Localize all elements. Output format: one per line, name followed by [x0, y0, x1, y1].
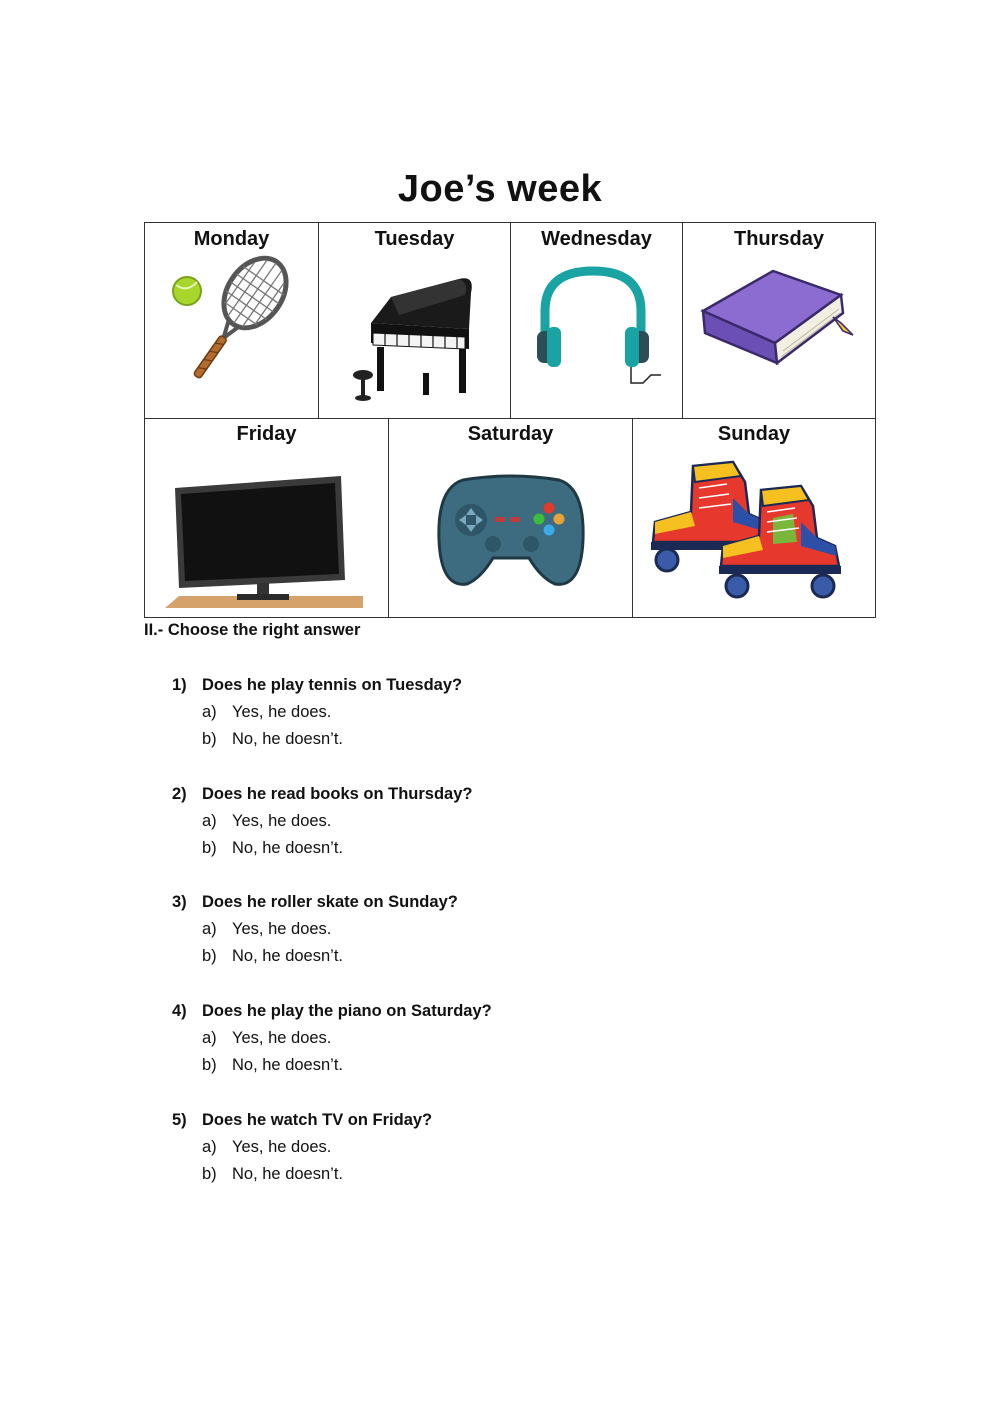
option-letter: b): [202, 839, 217, 857]
question-text: Does he play tennis on Tuesday?: [202, 676, 463, 694]
day-label: Wednesday: [541, 228, 652, 250]
tennis-racket-icon: [145, 223, 319, 418]
schedule-row-1: [145, 223, 875, 419]
option-text: Yes, he does.: [232, 812, 332, 830]
question-3: [172, 893, 458, 966]
answer-option[interactable]: [202, 812, 472, 831]
option-letter: b): [202, 1056, 217, 1074]
answer-option[interactable]: [202, 947, 458, 966]
answer-option[interactable]: [202, 730, 462, 749]
question-1: [172, 676, 462, 749]
answer-option[interactable]: [202, 1056, 492, 1075]
option-text: No, he doesn’t.: [232, 839, 343, 857]
answer-option[interactable]: [202, 703, 462, 722]
question-text: Does he play the piano on Saturday?: [202, 1002, 492, 1020]
answer-option[interactable]: [202, 920, 458, 939]
day-label: Tuesday: [374, 228, 455, 250]
answer-option[interactable]: [202, 1138, 432, 1157]
option-text: Yes, he does.: [232, 920, 332, 938]
day-label: Saturday: [467, 423, 554, 445]
option-text: Yes, he does.: [232, 703, 332, 721]
option-text: No, he doesn’t.: [232, 1165, 343, 1183]
book-icon: [683, 223, 875, 418]
option-text: No, he doesn’t.: [232, 947, 343, 965]
question-text: Does he roller skate on Sunday?: [202, 893, 458, 911]
option-letter: a): [202, 703, 217, 721]
day-cell-thursday: [683, 223, 875, 418]
option-letter: a): [202, 1138, 217, 1156]
gamepad-icon: [389, 418, 633, 617]
question-text: Does he watch TV on Friday?: [202, 1111, 433, 1129]
page-title: Joe’s week: [397, 168, 603, 210]
question-number: 5): [172, 1111, 187, 1129]
question-number: 4): [172, 1002, 187, 1020]
option-letter: b): [202, 730, 217, 748]
option-text: No, he doesn’t.: [232, 1056, 343, 1074]
question-2: [172, 785, 472, 858]
day-label: Sunday: [717, 423, 791, 445]
question-5: [172, 1111, 432, 1184]
day-cell-friday: [145, 418, 389, 617]
day-label: Monday: [193, 228, 270, 250]
day-cell-tuesday: [319, 223, 511, 418]
day-cell-sunday: [633, 418, 875, 617]
schedule-grid: [144, 222, 876, 618]
piano-icon: [319, 223, 511, 418]
option-text: Yes, he does.: [232, 1138, 332, 1156]
option-letter: b): [202, 1165, 217, 1183]
question-number: 1): [172, 676, 187, 694]
option-letter: a): [202, 812, 217, 830]
option-letter: b): [202, 947, 217, 965]
answer-option[interactable]: [202, 839, 472, 858]
headphones-icon: [511, 223, 683, 418]
question-number: 2): [172, 785, 187, 803]
day-label: Thursday: [733, 228, 825, 250]
option-letter: a): [202, 1029, 217, 1047]
option-text: Yes, he does.: [232, 1029, 332, 1047]
day-cell-wednesday: [511, 223, 683, 418]
question-4: [172, 1002, 492, 1075]
schedule-row-2: [145, 418, 875, 617]
answer-option[interactable]: [202, 1165, 432, 1184]
question-text: Does he read books on Thursday?: [202, 785, 473, 803]
day-cell-monday: [145, 223, 319, 418]
roller-skates-icon: [633, 418, 875, 617]
option-letter: a): [202, 920, 217, 938]
day-label: Friday: [236, 423, 297, 445]
section-title: II.- Choose the right answer: [144, 621, 361, 639]
tv-icon: [145, 418, 389, 617]
day-cell-saturday: [389, 418, 633, 617]
question-number: 3): [172, 893, 187, 911]
option-text: No, he doesn’t.: [232, 730, 343, 748]
answer-option[interactable]: [202, 1029, 492, 1048]
